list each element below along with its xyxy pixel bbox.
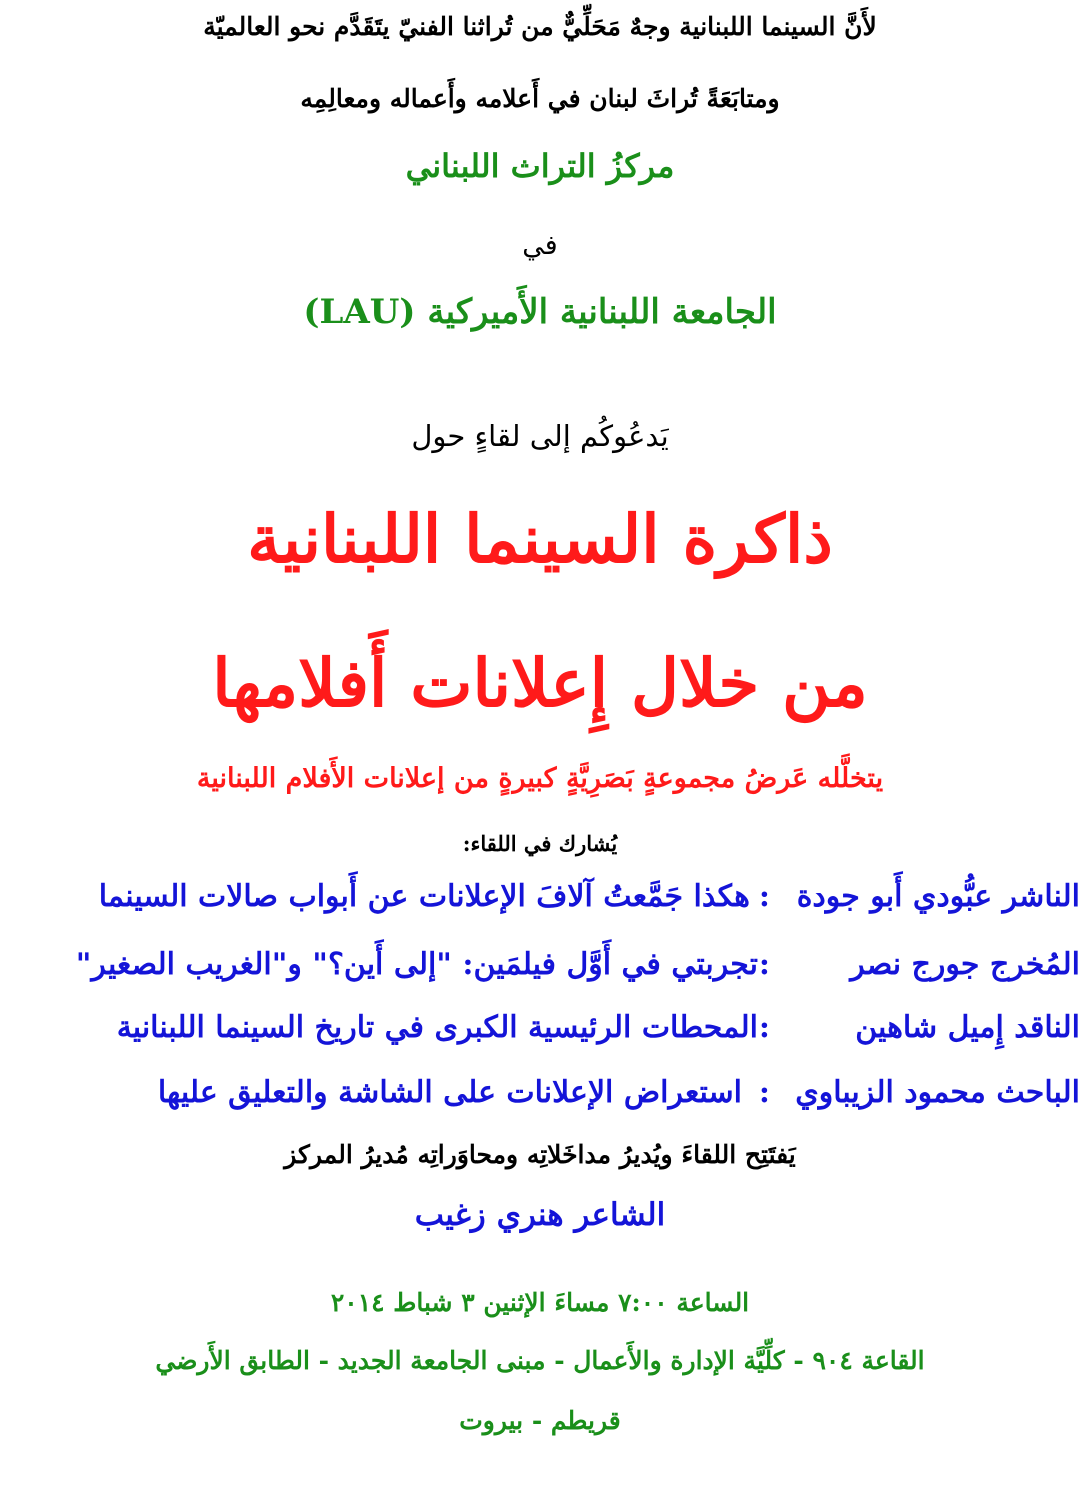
preposition-in: في (522, 230, 558, 261)
university-name: الجامعة اللبنانية الأَميركية (LAU) (303, 292, 777, 332)
speaker-separator: : (758, 947, 770, 982)
speaker-separator: : (758, 1010, 770, 1045)
event-time: الساعة ٧:٠٠ مساءَ الإثنين ٣ شباط ٢٠١٤ (330, 1288, 750, 1317)
moderator-name: الشاعر هنري زغيب (414, 1197, 666, 1233)
event-hall: القاعة ٩٠٤ - كلِّيَّة الإدارة والأَعمال - مبنى الجامعة الجديد - الطابق الأَرضي (155, 1346, 925, 1375)
intro-line-2: ومتابَعَةً تُراثَ لبنان في أَعلامه وأَعماله ومعالِمِه (300, 84, 780, 113)
speaker-name: الناشر عبُّودي أَبو جودة (796, 879, 1080, 914)
speaker-name: الباحث محمود الزيباوي (795, 1075, 1080, 1110)
intro-line-1: لأَنَّ السينما اللبنانية وجهٌ مَحَلِّيٌّ من تُراثنا الفنيّ يتَقَدَّم نحو العالميّة (203, 12, 877, 41)
speaker-separator: : (758, 1075, 770, 1110)
speaker-topic: المحطات الرئيسية الكبرى في تاريخ السينما اللبنانية (116, 1010, 758, 1045)
participants-label: يُشارك في اللقاء: (462, 831, 618, 856)
event-place: قريطم - بيروت (459, 1406, 621, 1435)
event-subtitle: يتخلَّله عَرضُ مجموعةٍ بَصَرِيَّةٍ كبيرةٍ من إعلانات الأَفلام اللبنانية (196, 763, 884, 794)
speaker-topic: استعراض الإعلانات على الشاشة والتعليق عليها (157, 1075, 742, 1110)
speaker-separator: : (758, 879, 770, 914)
speaker-name: الناقد إِميل شاهين (855, 1010, 1080, 1045)
speaker-name: المُخرج جورج نصر (850, 947, 1080, 982)
speaker-topic: تجربتي في أَوَّل فيلمَين: "إلى أَين؟" و"الغريب الصغير" (75, 947, 758, 982)
event-title-line-2: من خلال إِعلانات أَفلامها (212, 644, 868, 722)
moderator-intro: يَفتَتِح اللقاءَ ويُديرُ مداخَلاتِه ومحاوَراتِه مُديرُ المركز (284, 1140, 796, 1169)
speaker-topic: هكذا جَمَّعتُ آلافَ الإعلانات عن أَبواب صالات السينما (98, 879, 750, 914)
invitation-text: يَدعُوكُم إلى لقاءٍ حول (411, 419, 669, 453)
center-name: مركزُ التراث اللبناني (405, 147, 675, 185)
event-title-line-1: ذاكرة السينما اللبنانية (247, 500, 833, 578)
